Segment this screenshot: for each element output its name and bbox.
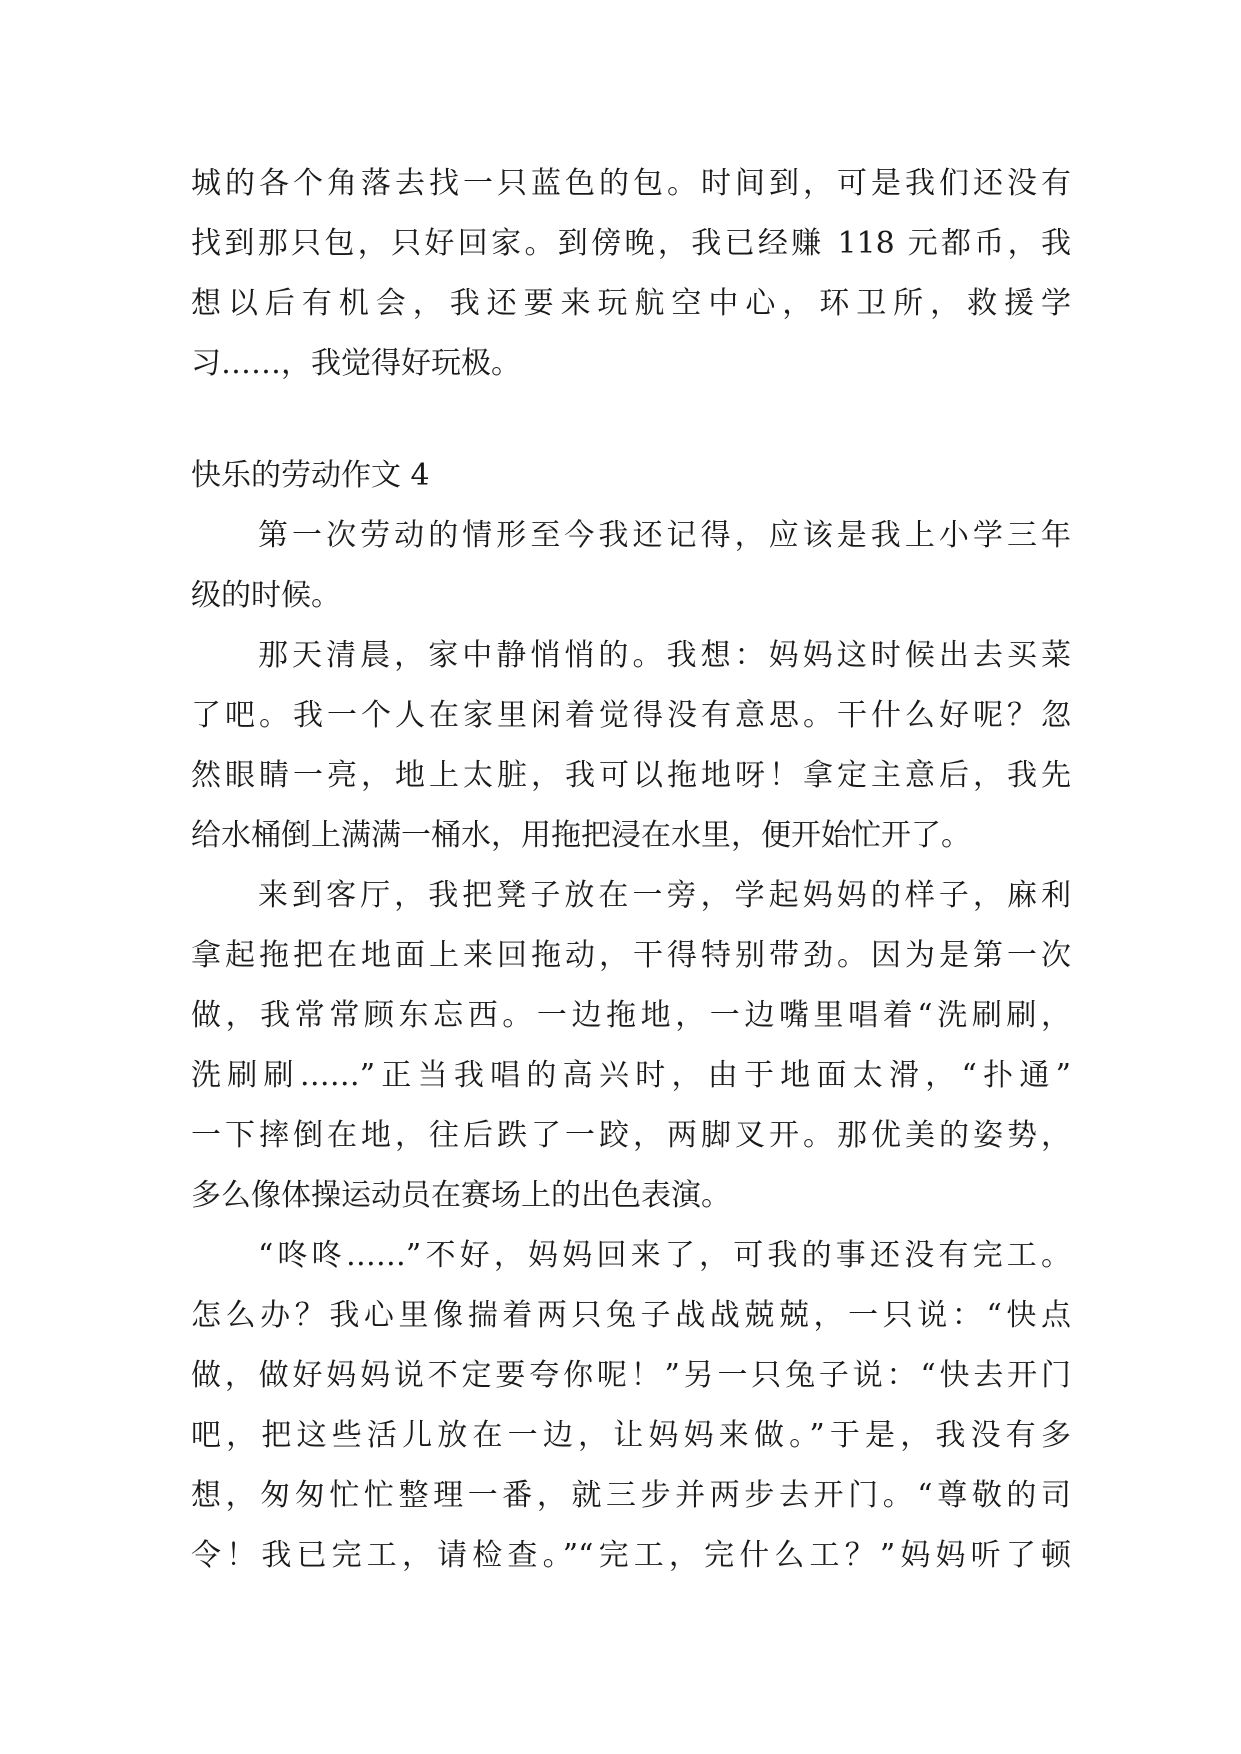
- intro-line-3: 想以后有机会，我还要来玩航空中心，环卫所，救援学: [191, 286, 1071, 321]
- paragraph4-line-5: 想，匆匆忙忙整理一番，就三步并两步去开门。“尊敬的司: [191, 1478, 1071, 1513]
- paragraph3-line-5: 一下摔倒在地，往后跌了一跤，两脚叉开。那优美的姿势，: [191, 1118, 1071, 1153]
- paragraph3-line-2: 拿起拖把在地面上来回拖动，干得特别带劲。因为是第一次: [191, 938, 1071, 973]
- paragraph3-line-4: 洗刷刷……”正当我唱的高兴时，由于地面太滑，“扑通”: [191, 1058, 1071, 1093]
- paragraph1-line-2: 级的时候。: [191, 578, 341, 613]
- paragraph2-line-2: 了吧。我一个人在家里闲着觉得没有意思。干什么好呢？忽: [191, 698, 1071, 733]
- paragraph3-line-3: 做，我常常顾东忘西。一边拖地，一边嘴里唱着“洗刷刷，: [191, 998, 1071, 1033]
- paragraph4-line-1: “咚咚……”不好，妈妈回来了，可我的事还没有完工。: [258, 1238, 1071, 1273]
- paragraph3-line-6: 多么像体操运动员在赛场上的出色表演。: [191, 1178, 731, 1213]
- section-title: 快乐的劳动作文 4: [191, 458, 430, 493]
- intro-line-2: 找到那只包，只好回家。到傍晚，我已经赚 118 元都币，我: [191, 226, 1071, 261]
- intro-line-4: 习……，我觉得好玩极。: [191, 346, 521, 381]
- paragraph2-line-4: 给水桶倒上满满一桶水，用拖把浸在水里，便开始忙开了。: [191, 818, 971, 853]
- paragraph4-line-4: 吧，把这些活儿放在一边，让妈妈来做。”于是，我没有多: [191, 1418, 1071, 1453]
- paragraph2-line-3: 然眼睛一亮，地上太脏，我可以拖地呀！拿定主意后，我先: [191, 758, 1071, 793]
- paragraph3-line-1: 来到客厅，我把凳子放在一旁，学起妈妈的样子，麻利: [258, 878, 1071, 913]
- paragraph4-line-2: 怎么办？我心里像揣着两只兔子战战兢兢，一只说：“快点: [191, 1298, 1071, 1333]
- paragraph1-line-1: 第一次劳动的情形至今我还记得，应该是我上小学三年: [258, 518, 1071, 553]
- intro-line-1: 城的各个角落去找一只蓝色的包。时间到，可是我们还没有: [191, 166, 1071, 201]
- paragraph4-line-6: 令！我已完工，请检查。”“完工，完什么工？”妈妈听了顿: [191, 1538, 1071, 1573]
- paragraph2-line-1: 那天清晨，家中静悄悄的。我想：妈妈这时候出去买菜: [258, 638, 1071, 673]
- paragraph4-line-3: 做，做好妈妈说不定要夸你呢！”另一只兔子说：“快去开门: [191, 1358, 1071, 1393]
